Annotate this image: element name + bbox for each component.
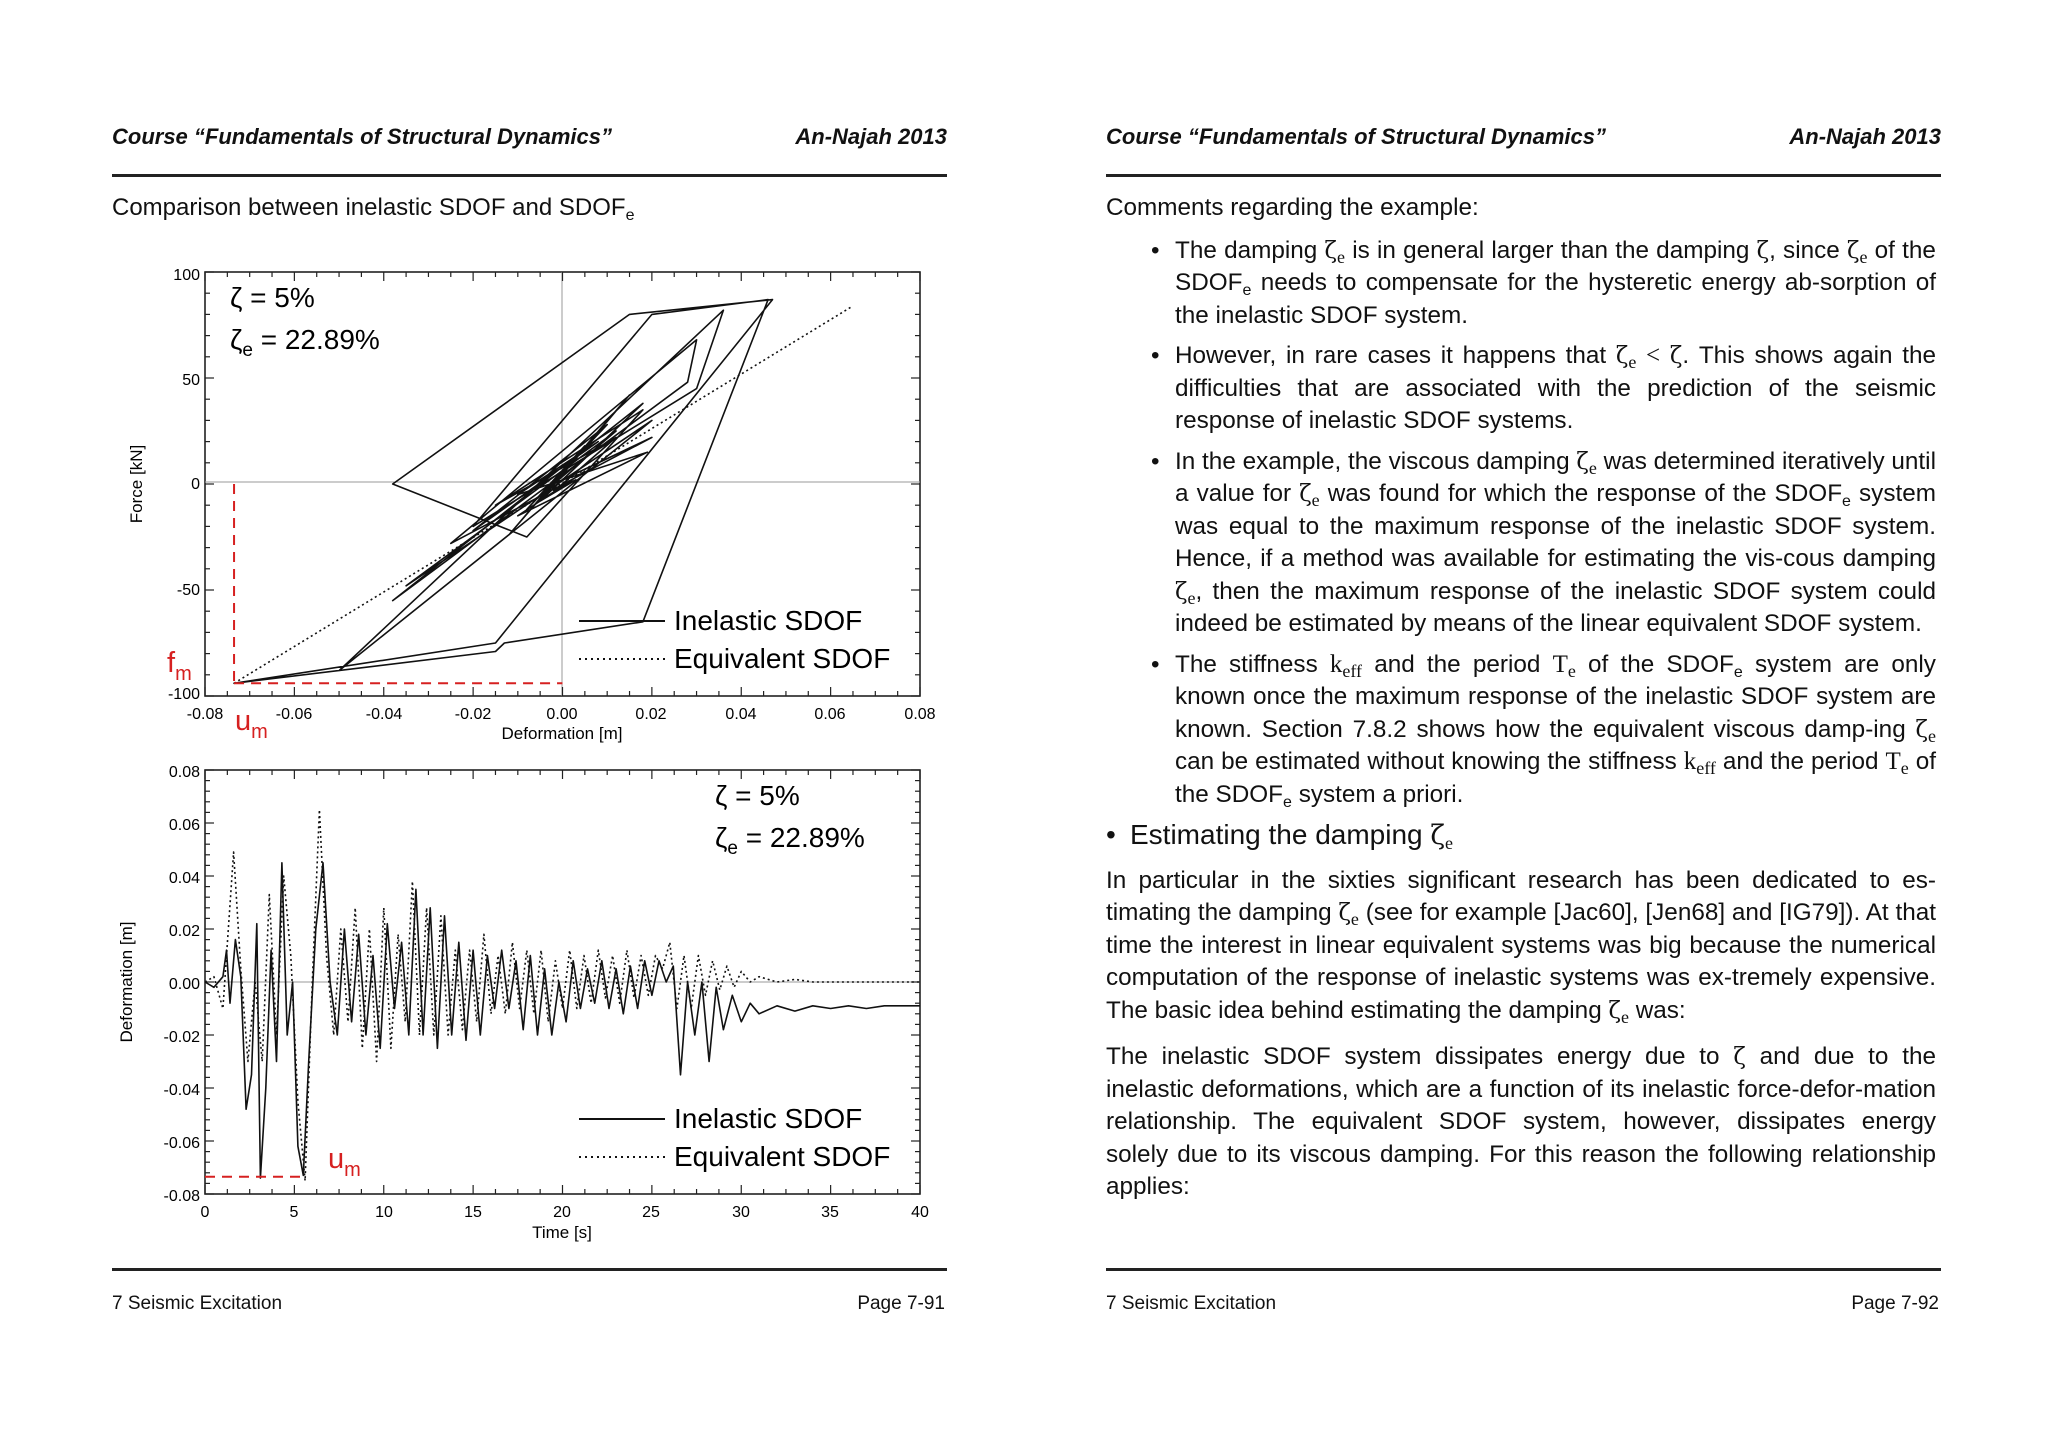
page-left — [112, 0, 947, 1448]
bullet-dot: • — [1106, 819, 1116, 850]
legend-label: Inelastic SDOF — [674, 1103, 863, 1134]
bullet-item: • The damping $\zeta_e$ is in general larger than the damping ζ, since $\zeta_e$ of the $SDOF_e$ needs to compensate for the hysteretic energy ab-sorption of the inelastic SDOF system. — [1151, 236, 1936, 329]
x-axis-label: Deformation [m] — [501, 724, 623, 743]
page-header — [112, 124, 947, 154]
page-header — [1106, 124, 1941, 154]
f-m-label: $f_m$ — [167, 647, 192, 685]
section-heading: • Estimating the damping $\zeta_e$ — [1106, 819, 1454, 853]
x-tick-labels — [187, 706, 936, 723]
course-title: Course “Fundamentals of Structural Dynamics” — [1106, 124, 1606, 149]
x-tick-label: -0.08 — [186, 706, 224, 723]
paragraph: The inelastic SDOF system dissipates energy due to ζ and due to the inelastic deformations, which are a function of its inelastic force-defor-mation relationship. The equivalent SDOF system, however, dissipates energy solely due to its viscous damping. For this reason the following relationship applies: — [1106, 1043, 1936, 1200]
x-tick-labels — [201, 1204, 929, 1221]
deformation-time-chart — [112, 762, 947, 1252]
course-title: Course “Fundamentals of Structural Dynamics” — [112, 124, 612, 149]
footer-rule — [112, 1268, 947, 1271]
bullet-dot: • — [1151, 650, 1160, 678]
legend-label: Equivalent SDOF — [674, 643, 891, 674]
x-tick-label: 20 — [553, 1204, 571, 1221]
bullet-dot: • — [1151, 447, 1160, 475]
y-tick-label: 100 — [173, 267, 200, 284]
y-tick-label: -0.04 — [163, 1082, 200, 1099]
legend-label: Equivalent SDOF — [674, 1141, 891, 1172]
x-tick-label: -0.04 — [365, 706, 403, 723]
bullet-item: • The stiffness $k_{eff}$ and the period $T_e$ of the $SDOF_e$ system are only known once the maximum response of the inelastic SDOF system are known. Section 7.8.2 shows how the equivalent viscous damp-ing $\zeta_e$ can be estimated without knowing the stiffness $k_{eff}$ and the period $T_e$ of the $SDOF_e$ system a priori. — [1151, 650, 1936, 811]
y-tick-label: 0.06 — [168, 817, 200, 834]
u-m-label: $u_m$ — [328, 1143, 361, 1181]
x-tick-label: 30 — [732, 1204, 750, 1221]
y-axis-label: Force [kN] — [127, 444, 146, 524]
x-tick-label: 40 — [911, 1204, 929, 1221]
intro-line: Comments regarding the example: — [1106, 194, 1479, 221]
page-number: Page 7-91 — [857, 1293, 945, 1314]
header-institution: An-Najah 2013 — [1789, 124, 1941, 149]
y-tick-label: 0.02 — [168, 923, 200, 940]
y-tick-label: 0.08 — [168, 764, 200, 781]
x-tick-label: 15 — [464, 1204, 482, 1221]
bullet-dot: • — [1151, 236, 1160, 264]
y-tick-label: -0.02 — [163, 1029, 200, 1046]
y-tick-label: 0.00 — [168, 976, 200, 993]
header-rule — [112, 174, 947, 177]
y-tick-label: 0.04 — [168, 870, 200, 887]
x-tick-label: 0.08 — [904, 706, 936, 723]
legend-label: Inelastic SDOF — [674, 605, 863, 636]
zeta-annotation: ζ = 5% — [230, 282, 315, 313]
x-tick-label: 25 — [642, 1204, 660, 1221]
y-tick-label: 50 — [182, 372, 200, 389]
page-number: Page 7-92 — [1851, 1293, 1939, 1314]
chapter-name: 7 Seismic Excitation — [112, 1293, 283, 1314]
x-tick-label: 0 — [200, 1204, 210, 1221]
x-tick-label: 0.06 — [814, 706, 846, 723]
zeta-annotation: ζ = 5% — [715, 780, 800, 811]
x-tick-label: 0.02 — [635, 706, 667, 723]
x-tick-label: 0.04 — [725, 706, 757, 723]
x-tick-label: 5 — [289, 1204, 299, 1221]
u-m-label: $u_m$ — [235, 705, 268, 743]
figure-title: Comparison between inelastic SDOF and $SDOF_e$ — [112, 194, 635, 224]
legend — [579, 605, 890, 674]
x-tick-label: -0.02 — [454, 706, 492, 723]
body-text — [1106, 192, 1936, 1204]
y-tick-labels — [168, 267, 200, 703]
legend — [579, 1103, 890, 1172]
x-tick-label: 35 — [821, 1204, 839, 1221]
x-tick-label: 0.00 — [546, 706, 578, 723]
bullet-dot: • — [1151, 342, 1160, 369]
bullet-item: • In the example, the viscous damping $\zeta_e$ was determined iteratively until a value for $\zeta_e$ was found for which the response of the $SDOF_e$ system was equal to the maximum response of the inelastic SDOF system. Hence, if a method was available for estimating the vis-cous damping $\zeta_e$, then the maximum response of the inelastic SDOF system could indeed be estimated by means of the linear equivalent SDOF system. — [1151, 447, 1936, 637]
zeta-e-annotation: $\zeta_e = 22.89\%$ — [230, 324, 380, 361]
y-tick-label: -0.08 — [163, 1188, 200, 1205]
x-axis-label: Time [s] — [532, 1223, 592, 1242]
x-tick-label: -0.06 — [275, 706, 313, 723]
chapter-name: 7 Seismic Excitation — [1106, 1293, 1277, 1314]
y-tick-labels — [164, 764, 201, 1205]
x-tick-label: 10 — [375, 1204, 393, 1221]
y-tick-label: -100 — [167, 686, 200, 703]
y-tick-label: 0 — [191, 476, 200, 493]
zeta-e-annotation: $\zeta_e = 22.89\%$ — [715, 822, 865, 859]
y-axis-label: Deformation [m] — [117, 921, 136, 1043]
bullet-item: • However, in rare cases it happens that $\zeta_e < \zeta$. This shows again the difficulties that are associated with the prediction of the seismic response of inelastic SDOF systems. — [1151, 342, 1936, 434]
header-rule — [1106, 174, 1941, 177]
y-tick-label: -50 — [176, 582, 200, 599]
paragraph: In particular in the sixties significant research has been dedicated to es-timating the damping $\zeta_e$ (see for example [Jac60], [Jen68] and [IG79]). At that time the interest in linear equivalent systems was big because the numerical computation of the response of inelastic systems was ex-tremely expensive. The basic idea behind estimating the damping $\zeta_e$ was: — [1106, 866, 1936, 1027]
y-tick-label: -0.06 — [163, 1135, 200, 1152]
header-institution: An-Najah 2013 — [795, 124, 947, 149]
page-right — [1106, 0, 1941, 1448]
force-deformation-chart — [112, 262, 947, 752]
footer-rule — [1106, 1268, 1941, 1271]
